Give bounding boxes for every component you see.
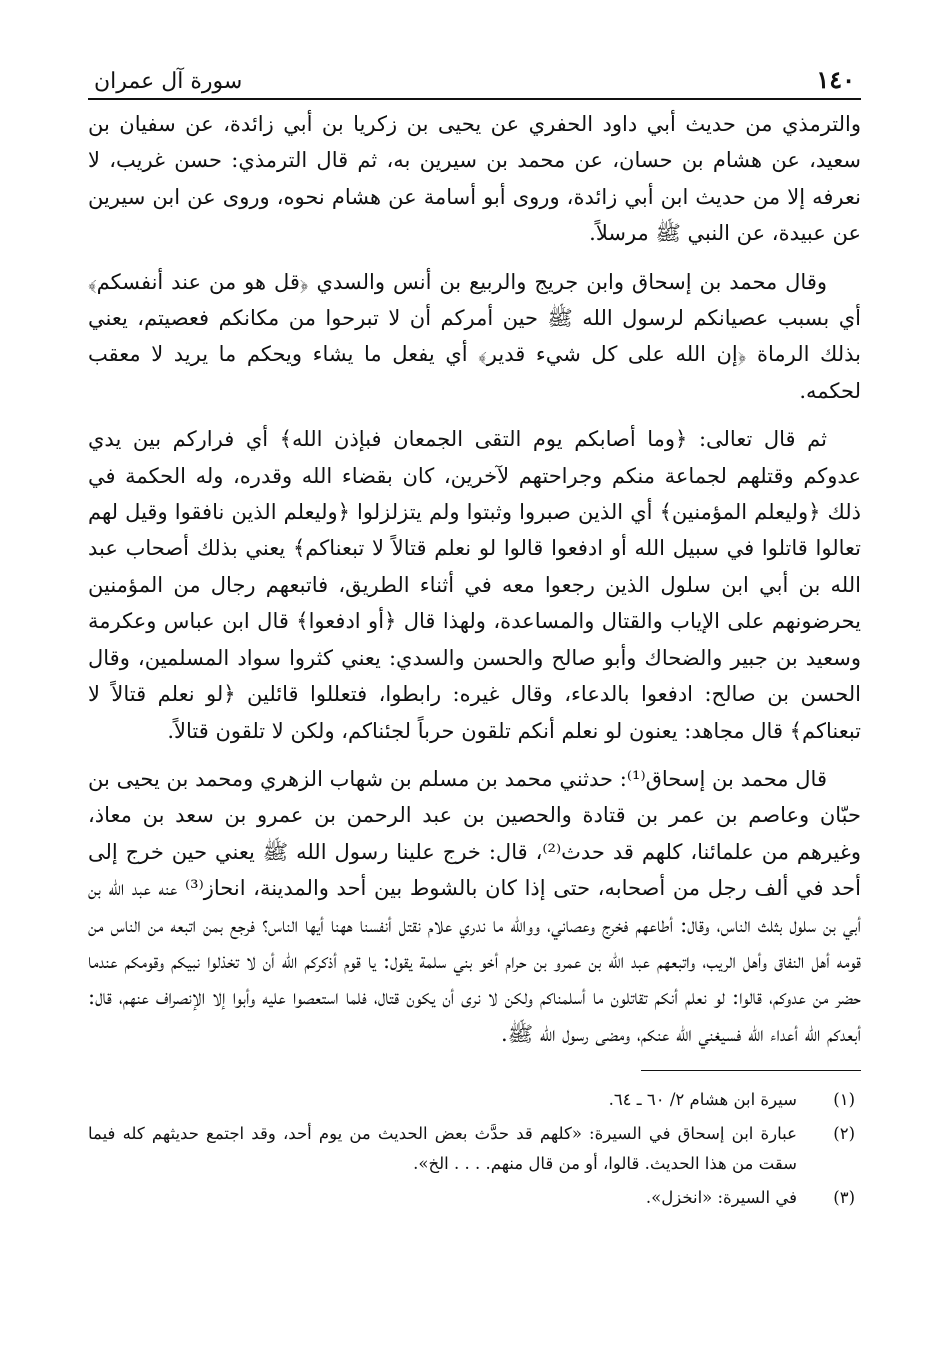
footnote-number: (١)	[833, 1090, 855, 1110]
footnote-text: في السيرة: «انخزل».	[645, 1188, 797, 1208]
footnote	[88, 1119, 861, 1179]
footnotes	[88, 1085, 861, 1213]
footnote	[88, 1085, 861, 1115]
paragraph: والترمذي من حديث أبي داود الحفري عن يحيى بن زكريا بن أبي زائدة، عن سفيان بن سعيد، عن هشام بن حسان، عن محمد بن سيرين به، ثم قال الترمذي: حسن غريب، لا نعرفه إلا من حديث ابن أبي زائدة، وروى أبو أسامة عن هشام نحوه، وروى عن ابن سيرين عن عبيدة، عن النبي ﷺ مرسلاً.	[88, 112, 861, 246]
paragraph: وقال محمد بن إسحاق وابن جريج والربيع بن أنس والسدي ﴿قل هو من عند أنفسكم﴾ أي بسبب عصيانكم لرسول الله ﷺ حين أمركم أن لا تبرحوا من مكانكم فعصيتم، يعني بذلك الرماة ﴿إن الله على كل شيء قدير﴾ أي يفعل ما يشاء ويحكم ما يريد لا معقب لحكمه.	[88, 269, 861, 403]
footnote-divider	[641, 1070, 861, 1071]
running-title: سورة آل عمران	[94, 69, 243, 94]
footnote-text: سيرة ابن هشام ٢/ ٦٠ ـ ٦٤.	[608, 1090, 797, 1110]
page-header	[88, 52, 861, 100]
footnote-number: (٣)	[833, 1188, 855, 1208]
paragraph: قال محمد بن إسحاق⁽¹⁾: حدثني محمد بن مسلم بن شهاب الزهري ومحمد بن يحيى بن حبّان وعاصم بن عمر بن قتادة والحصين بن عبد الرحمن بن عمرو بن سعد بن معاذ، وغيرهم من علمائنا، كلهم قد حدث⁽²⁾، قال: خرج علينا رسول الله ﷺ يعني حين خرج إلى أحد في ألف رجل من أصحابه، حتى إذا كان بالشوط بين أحد والمدينة، انحاز⁽³⁾ عنه عبد الله بن أبي بن سلول بثلث الناس، وقال: أطاعهم فخرج وعصاني، ووالله ما ندري علام نقتل أنفسنا ههنا أيها الناس؟ فرجع بمن اتبعه من الناس من قومه أهل النفاق وأهل الريب، واتبعهم عبد الله بن عمرو بن حرام أخو بني سلمة يقول: يا قوم أذكركم الله أن لا تخذلوا نبيكم وقومكم عندما حضر من عدوكم، قالوا: لو نعلم أنكم تقاتلون ما أسلمناكم ولكن لا نرى أن يكون قتال، فلما استعصوا عليه وأبوا إلا الإنصراف عنهم، قال: أبعدكم الله أعداء الله فسيغني الله عنكم، ومضى رسول الله ﷺ.	[88, 766, 861, 1046]
page-number: ١٤٠	[816, 65, 855, 94]
paragraph: ثم قال تعالى: ﴿وما أصابكم يوم التقى الجمعان فبإذن الله﴾ أي فراركم بين يدي عدوكم وقتلهم لجماعة منكم وجراحتهم لآخرين، كان بقضاء الله وقدره، وله الحكمة في ذلك ﴿وليعلم المؤمنين﴾ أي الذين صبروا وثبتوا ولم يتزلزلوا ﴿وليعلم الذين نافقوا وقيل لهم تعالوا قاتلوا في سبيل الله أو ادفعوا قالوا لو نعلم قتالاً لا تبعناكم﴾ يعني بذلك أصحاب عبد الله بن أبي ابن سلول الذين رجعوا معه في أثناء الطريق، فاتبعهم رجال من المؤمنين يحرضونهم على الإياب والقتال والمساعدة، ولهذا قال ﴿أو ادفعوا﴾ قال ابن عباس وعكرمة وسعيد بن جبير والضحاك وأبو صالح والحسن والسدي: يعني كثروا سواد المسلمين، وقال الحسن بن صالح: ادفعوا بالدعاء، وقال غيره: رابطوا، فتعللوا قائلين ﴿لو نعلم قتالاً لا تبعناكم﴾ قال مجاهد: يعنون لو نعلم أنكم تلقون حرباً لجئناكم، ولكن لا تلقون قتالاً.	[88, 427, 861, 743]
main-text	[88, 106, 861, 1052]
footnote-number: (٢)	[833, 1124, 855, 1144]
footnote	[88, 1183, 861, 1213]
footnote-text: عبارة ابن إسحاق في السيرة: «كلهم قد حدَّث بعض الحديث من يوم أحد، وقد اجتمع حديثهم كله فيما سقت من هذا الحديث. قالوا، أو من قال منهم. . . . الخ».	[88, 1124, 797, 1174]
